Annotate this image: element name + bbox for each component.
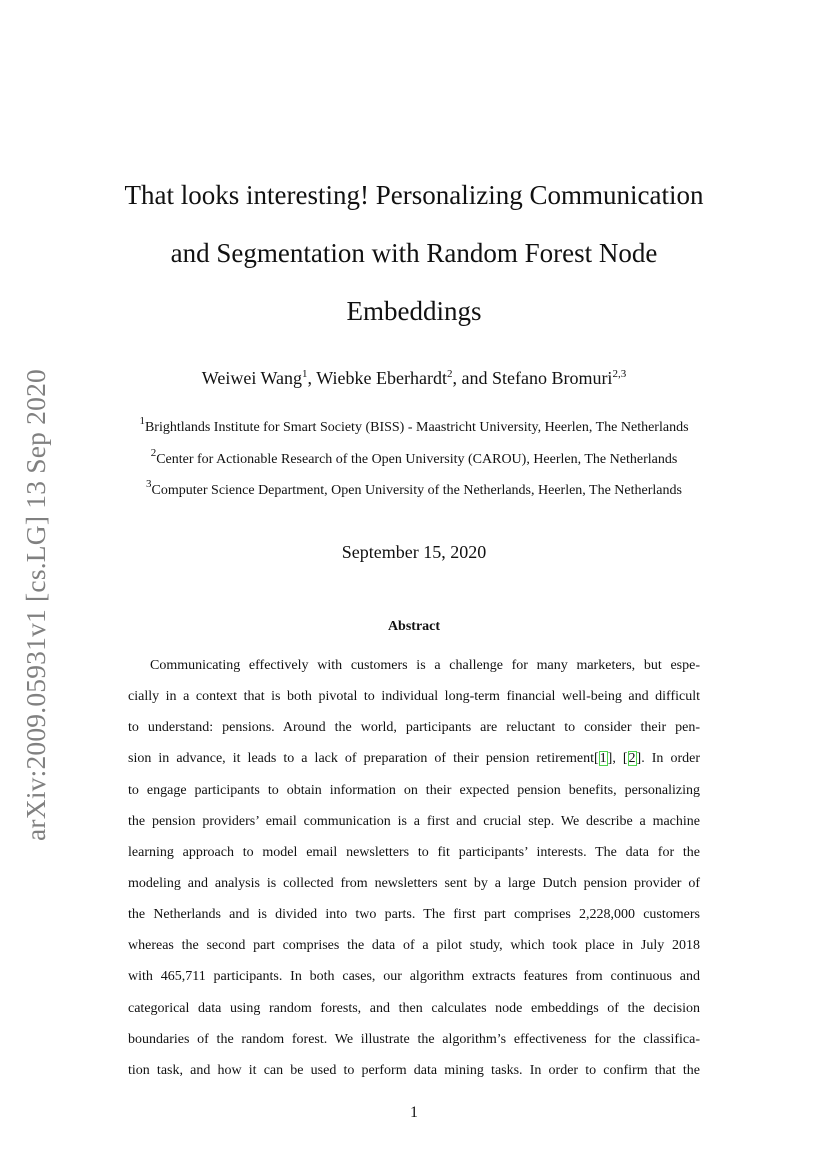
abstract-heading: Abstract [387, 619, 441, 634]
citation-link[interactable]: 2 [628, 751, 636, 767]
citation-separator: , [612, 751, 623, 767]
author-separator: , and [452, 368, 492, 388]
author-affiliation-mark: 2,3 [612, 368, 627, 380]
affiliation-list [0, 412, 828, 507]
author-affiliation-mark: 1 [302, 368, 308, 380]
abstract-line: whereas the second part comprises the data of a pilot study, which took place in July 2018 [128, 938, 700, 954]
affiliation-mark: 2 [150, 446, 157, 459]
title-line: That looks interesting! Personalizing Communication [124, 180, 704, 210]
abstract-line: cially in a context that is both pivotal to individual long-term financial well-being and difficult [128, 689, 700, 705]
abstract-line: Communicating effectively with customers is a challenge for many marketers, but espe- [150, 658, 700, 673]
arxiv-identifier-stamp: arXiv:2009.05931v1 [cs.LG] 13 Sep 2020 [20, 369, 51, 841]
title-line: Embeddings [346, 296, 482, 326]
affiliation [0, 444, 828, 476]
abstract-line: the Netherlands and is divided into two parts. The first part comprises 2,228,000 customers [128, 907, 700, 923]
affiliation-mark: 3 [146, 478, 152, 490]
affiliation-mark: 1 [139, 415, 145, 427]
author-separator: , [307, 368, 317, 388]
author-name: Weiwei Wang [201, 368, 303, 388]
abstract-line: boundaries of the random forest. We illustrate the algorithm’s effectiveness for the classifica- [128, 1031, 700, 1047]
citation-link[interactable]: 1 [599, 751, 607, 767]
abstract-line: learning approach to model email newsletters to fit participants’ interests. The data for the [128, 844, 700, 860]
abstract-line: categorical data using random forests, and then calculates node embeddings of the decision [128, 1000, 700, 1016]
abstract-line: the pension providers’ email communication is a first and crucial step. We describe a machine [128, 813, 700, 829]
publication-date: September 15, 2020 [341, 542, 487, 562]
author-name: Wiebke Eberhardt [316, 368, 447, 388]
abstract-line: with 465,711 participants. In both cases, our algorithm extracts features from continuous and [128, 969, 700, 985]
author-name: Stefano Bromuri [491, 368, 613, 388]
abstract-text: . In order [641, 751, 700, 767]
abstract-line: to engage participants to obtain information on their expected pension benefits, personalizing [128, 782, 700, 798]
paper-title [0, 166, 828, 340]
author-affiliation-mark: 2 [446, 368, 453, 380]
abstract-line: modeling and analysis is collected from newsletters sent by a large Dutch pension provider of [128, 875, 700, 891]
abstract-line: tion task, and how it can be used to perform data mining tasks. In order to confirm that the [128, 1062, 700, 1078]
affiliation-text: Center for Actionable Research of the Open University (CAROU), Heerlen, The Netherlands [156, 451, 678, 467]
affiliation-text: Brightlands Institute for Smart Society (BISS) - Maastricht University, Heerlen, The Netherlands [144, 420, 689, 435]
page-number: 1 [410, 1104, 418, 1121]
abstract-line: sion in advance, it leads to a lack of preparation of their pension retirement[1], [2]. In order [128, 751, 700, 767]
title-line: and Segmentation with Random Forest Node [170, 238, 658, 268]
abstract-line: to understand: pensions. Around the world, participants are reluctant to consider their pen- [128, 720, 700, 736]
affiliation [0, 412, 828, 444]
abstract-body [128, 653, 700, 1089]
author-list [0, 364, 828, 392]
abstract-text: sion in advance, it leads to a lack of preparation of their pension retirement [128, 751, 594, 767]
affiliation [0, 475, 828, 507]
affiliation-text: Computer Science Department, Open University of the Netherlands, Heerlen, The Netherlands [151, 483, 682, 498]
